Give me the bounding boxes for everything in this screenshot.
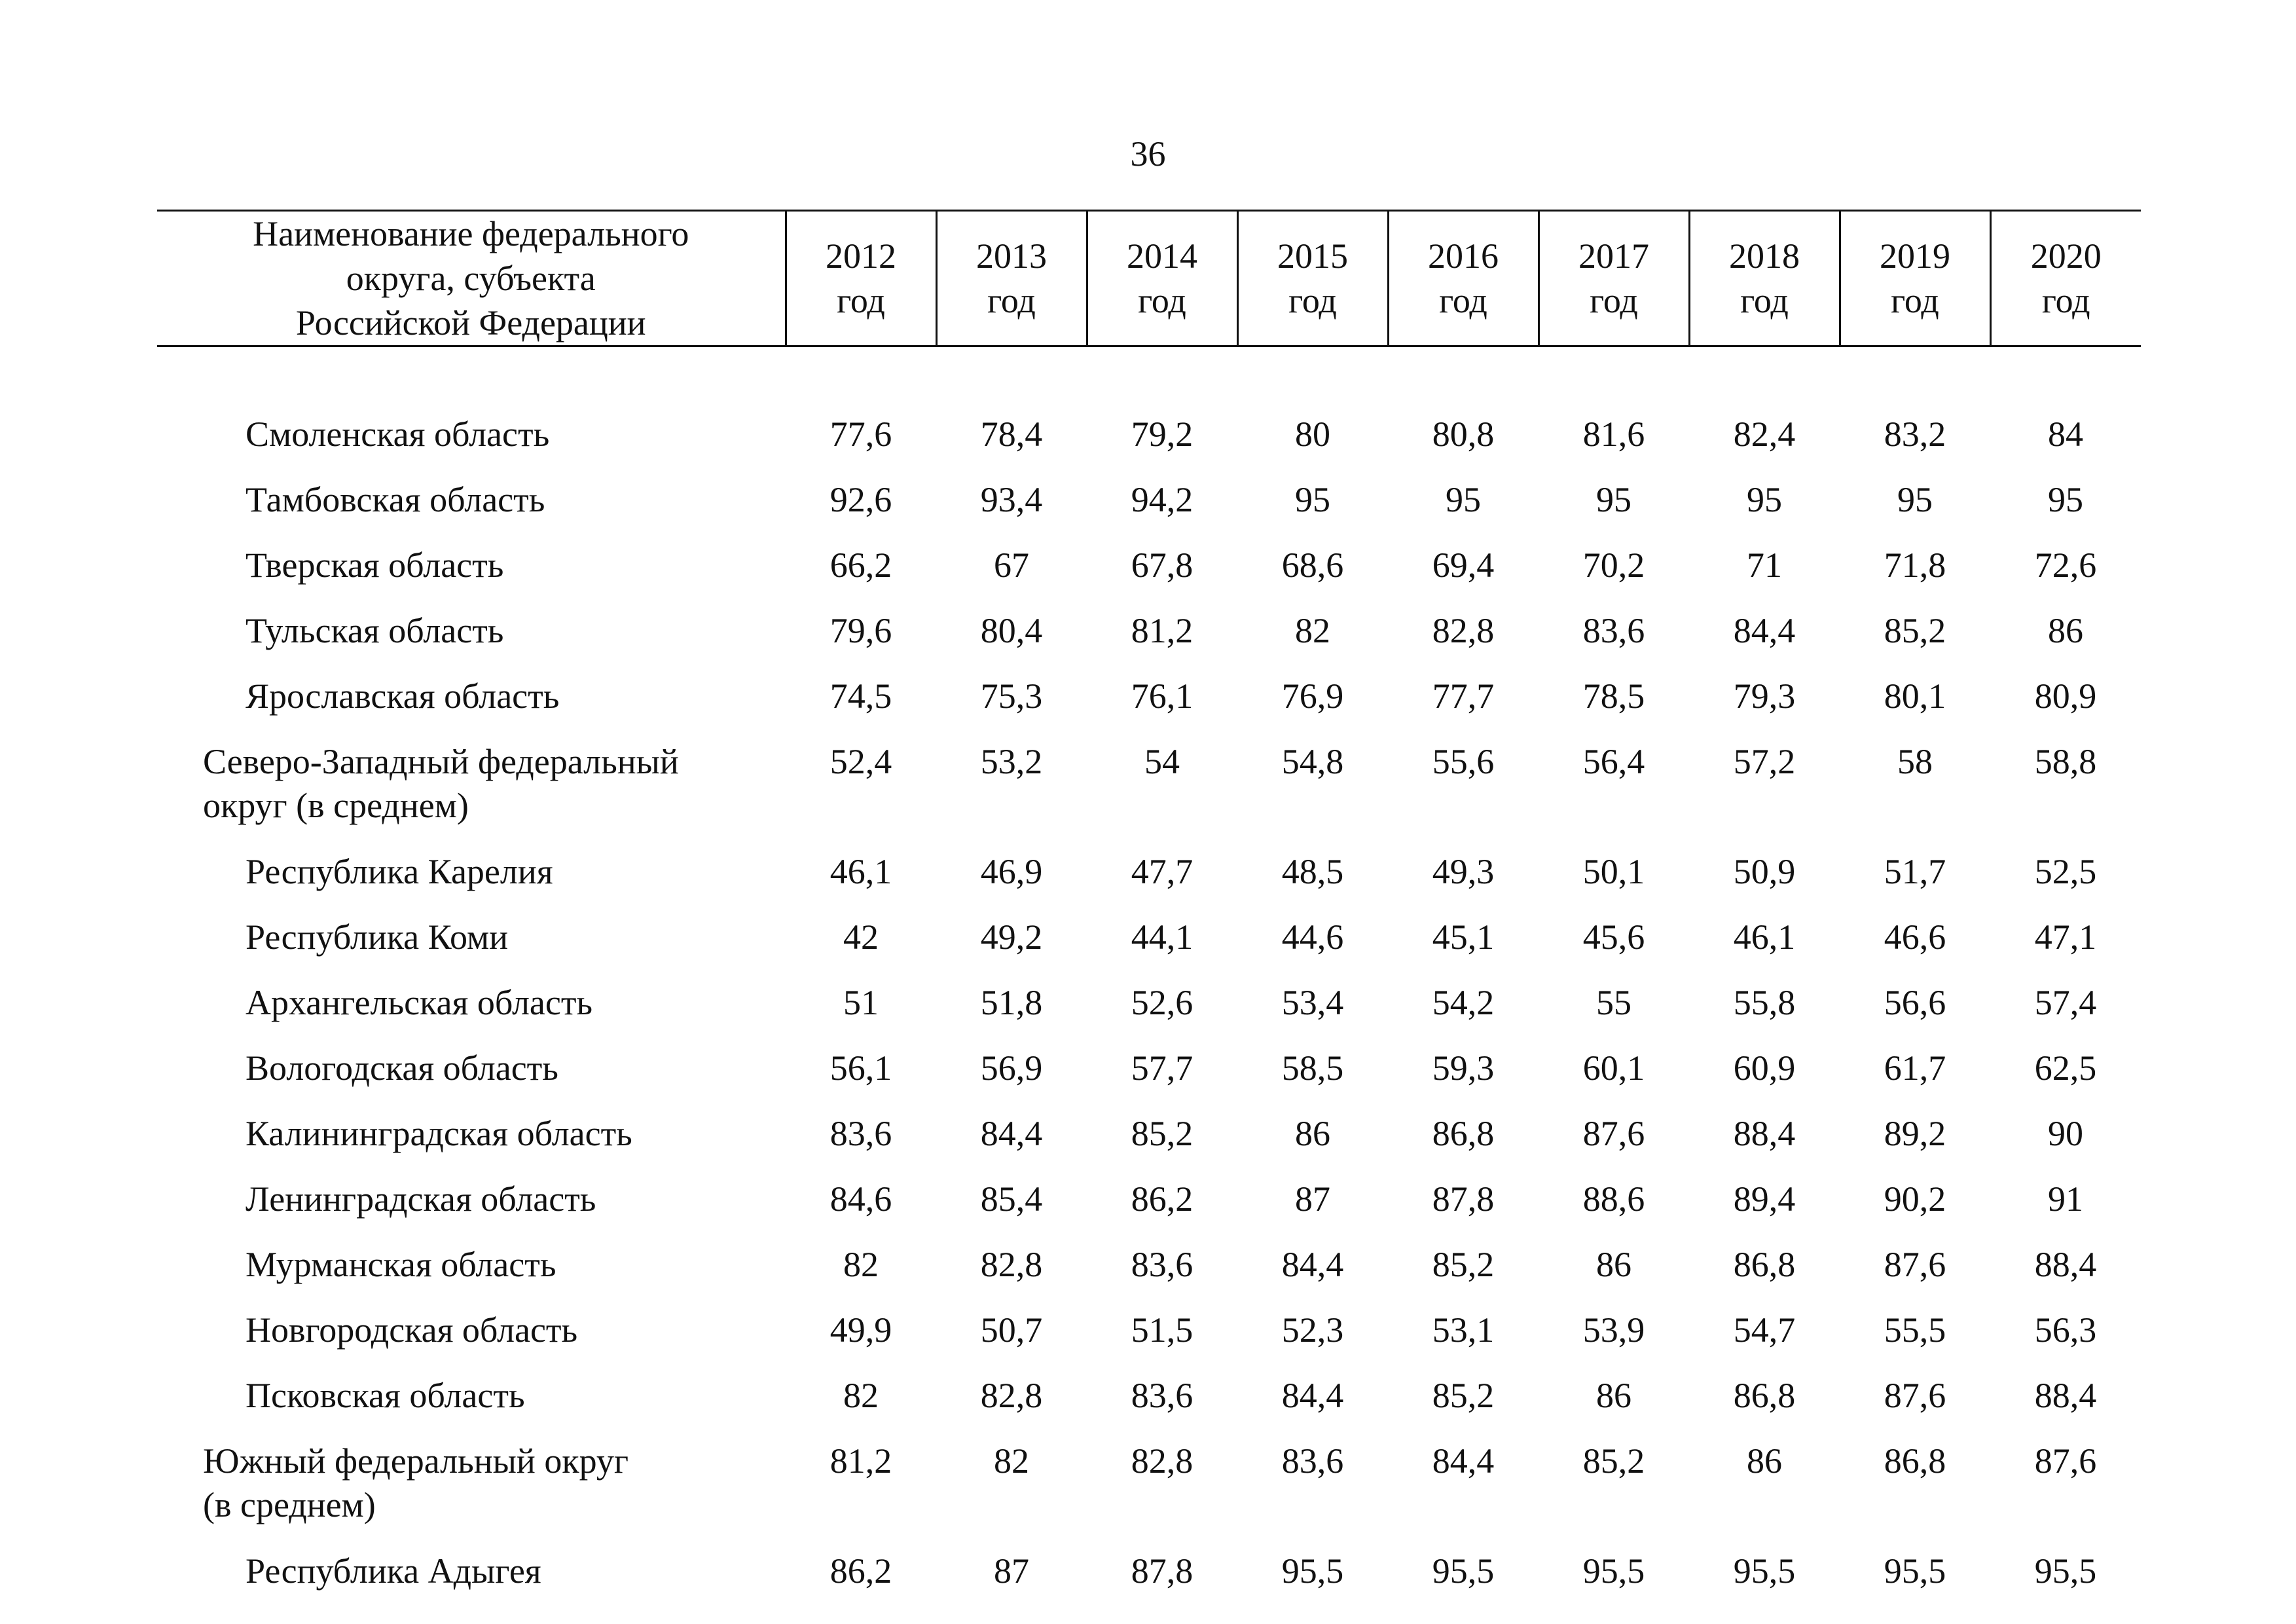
value-cell: 86: [1596, 1245, 1631, 1284]
value-cell: 55,8: [1733, 983, 1796, 1022]
value-cell: 95: [1897, 480, 1933, 519]
value-cell: 86,8: [1733, 1245, 1796, 1284]
value-cell: 89,2: [1884, 1114, 1946, 1153]
value-cell: 86: [1596, 1376, 1631, 1415]
table-row: [157, 845, 2141, 910]
header-year-cell: [786, 211, 936, 346]
row-name: (в среднем): [203, 1485, 376, 1524]
value-cell: 85,2: [1884, 611, 1946, 650]
value-cell: 49,3: [1432, 852, 1495, 891]
table-row: [157, 538, 2141, 604]
value-cell: 46,1: [1733, 917, 1796, 957]
row-name-cell: [157, 604, 786, 669]
value-cell: 75,3: [980, 676, 1043, 716]
value-cell: 83,6: [1281, 1441, 1344, 1481]
value-cell: 85,2: [1131, 1114, 1194, 1153]
value-cell: 46,6: [1884, 917, 1946, 957]
row-name: Архангельская область: [246, 983, 593, 1022]
value-cell: 50,7: [980, 1310, 1043, 1350]
value-cell: 52,6: [1131, 983, 1194, 1022]
row-name-cell: [157, 669, 786, 735]
row-name: Южный федеральный округ: [203, 1441, 629, 1481]
value-cell: 45,6: [1582, 917, 1645, 957]
value-cell: 93,4: [980, 480, 1043, 519]
value-cell: 82: [1295, 611, 1330, 650]
value-cell: 58,8: [2034, 742, 2097, 781]
value-cell: 81,2: [829, 1441, 892, 1481]
value-cell: 86,8: [1733, 1376, 1796, 1415]
value-cell: 68,6: [1281, 545, 1344, 585]
value-cell: 66,2: [829, 545, 892, 585]
value-cell: 56,6: [1884, 983, 1946, 1022]
value-cell: 91: [2048, 1179, 2083, 1219]
value-cell: 52,3: [1281, 1310, 1344, 1350]
header-year: 2015: [1277, 236, 1348, 276]
value-cell: 51,8: [980, 983, 1043, 1022]
value-cell: 84: [2048, 415, 2083, 454]
value-cell: 50,9: [1733, 852, 1796, 891]
row-name: Ленинградская область: [246, 1179, 596, 1219]
value-cell: 77,7: [1432, 676, 1495, 716]
value-cell: 54,2: [1432, 983, 1495, 1022]
value-cell: 47,1: [2034, 917, 2097, 957]
value-cell: 84,4: [1281, 1376, 1344, 1415]
value-cell: 95,5: [1281, 1551, 1344, 1591]
header-year-unit: год: [1891, 281, 1939, 320]
table-row: [157, 604, 2141, 669]
value-cell: 86: [2048, 611, 2083, 650]
table-row: [157, 1107, 2141, 1172]
value-cell: 95: [1747, 480, 1782, 519]
header-year: 2016: [1428, 236, 1499, 276]
row-name-cell: [157, 976, 786, 1041]
value-cell: 94,2: [1131, 480, 1194, 519]
header-year: 2020: [2030, 236, 2102, 276]
value-cell: 77,6: [829, 415, 892, 454]
value-cell: 60,1: [1582, 1048, 1645, 1088]
row-name: Мурманская область: [246, 1245, 556, 1284]
header-year-unit: год: [1740, 281, 1789, 320]
value-cell: 84,4: [1733, 611, 1796, 650]
header-name-line: округа, субъекта: [346, 259, 596, 298]
value-cell: 90,2: [1884, 1179, 1946, 1219]
value-cell: 84,6: [829, 1179, 892, 1219]
row-name: Северо-Западный федеральный: [203, 742, 679, 781]
row-name: Псковская область: [246, 1376, 525, 1415]
value-cell: 70,2: [1582, 545, 1645, 585]
value-cell: 88,4: [1733, 1114, 1796, 1153]
row-name: Тверская область: [246, 545, 504, 585]
value-cell: 82,8: [1432, 611, 1495, 650]
value-cell: 90: [2048, 1114, 2083, 1153]
district-row: [157, 735, 2141, 845]
table-row: [157, 976, 2141, 1041]
row-name: Ярославская область: [246, 676, 560, 716]
value-cell: 55,6: [1432, 742, 1495, 781]
header-row: [157, 211, 2141, 346]
value-cell: 51,7: [1884, 852, 1946, 891]
table-header: [157, 211, 2141, 346]
value-cell: 52,4: [829, 742, 892, 781]
header-year-unit: год: [987, 281, 1036, 320]
value-cell: 87,6: [1884, 1376, 1946, 1415]
value-cell: 53,2: [980, 742, 1043, 781]
value-cell: 95: [1596, 480, 1631, 519]
value-cell: 54: [1144, 742, 1180, 781]
value-cell: 82: [994, 1441, 1029, 1481]
header-year-cell: [1990, 211, 2141, 346]
value-cell: 54,7: [1733, 1310, 1796, 1350]
row-name-cell: [157, 1303, 786, 1369]
header-year-unit: год: [2041, 281, 2090, 320]
value-cell: 76,9: [1281, 676, 1344, 716]
row-name-cell: [157, 538, 786, 604]
value-cell: 95,5: [1582, 1551, 1645, 1591]
value-cell: 80,4: [980, 611, 1043, 650]
value-cell: 52,5: [2034, 852, 2097, 891]
value-cell: 81,2: [1131, 611, 1194, 650]
header-year-cell: [1539, 211, 1689, 346]
value-cell: 46,1: [829, 852, 892, 891]
value-cell: 51: [843, 983, 879, 1022]
value-cell: 59,3: [1432, 1048, 1495, 1088]
header-year-cell: [1840, 211, 1990, 346]
value-cell: 87,6: [2034, 1441, 2097, 1481]
row-name: Тульская область: [246, 611, 504, 650]
value-cell: 84,4: [980, 1114, 1043, 1153]
value-cell: 46,9: [980, 852, 1043, 891]
value-cell: 83,2: [1884, 415, 1946, 454]
value-cell: 67,8: [1131, 545, 1194, 585]
value-cell: 55: [1596, 983, 1631, 1022]
value-cell: 95,5: [2034, 1551, 2097, 1591]
row-name-cell: [157, 473, 786, 538]
table-row: [157, 910, 2141, 976]
header-year-cell: [1388, 211, 1539, 346]
value-cell: 88,6: [1582, 1179, 1645, 1219]
value-cell: 95: [2048, 480, 2083, 519]
value-cell: 44,6: [1281, 917, 1344, 957]
header-year: 2018: [1729, 236, 1800, 276]
value-cell: 95: [1446, 480, 1481, 519]
value-cell: 86,2: [1131, 1179, 1194, 1219]
value-cell: 56,3: [2034, 1310, 2097, 1350]
value-cell: 87,6: [1884, 1245, 1946, 1284]
value-cell: 53,4: [1281, 983, 1344, 1022]
data-table: [157, 210, 2141, 1610]
value-cell: 88,4: [2034, 1245, 2097, 1284]
value-cell: 45,1: [1432, 917, 1495, 957]
table-row: [157, 407, 2141, 473]
table-row: [157, 1369, 2141, 1434]
value-cell: 86,8: [1432, 1114, 1495, 1153]
row-name-cell: [157, 1544, 786, 1610]
value-cell: 80,8: [1432, 415, 1495, 454]
value-cell: 84,4: [1281, 1245, 1344, 1284]
table-row: [157, 1041, 2141, 1107]
value-cell: 48,5: [1281, 852, 1344, 891]
value-cell: 82,8: [1131, 1441, 1194, 1481]
value-cell: 69,4: [1432, 545, 1495, 585]
value-cell: 49,9: [829, 1310, 892, 1350]
row-name-cell: [157, 1369, 786, 1434]
value-cell: 80: [1295, 415, 1330, 454]
value-cell: 82,4: [1733, 415, 1796, 454]
table-row: [157, 1172, 2141, 1238]
value-cell: 83,6: [1131, 1376, 1194, 1415]
value-cell: 62,5: [2034, 1048, 2097, 1088]
header-year-cell: [936, 211, 1087, 346]
value-cell: 82,8: [980, 1376, 1043, 1415]
header-year-unit: год: [1288, 281, 1337, 320]
row-name-cell: [157, 845, 786, 910]
spacer-row: [157, 346, 2141, 408]
page-number: 36: [1130, 134, 1166, 174]
value-cell: 51,5: [1131, 1310, 1194, 1350]
row-name: Тамбовская область: [246, 480, 545, 519]
value-cell: 71,8: [1884, 545, 1946, 585]
header-year: 2019: [1880, 236, 1950, 276]
value-cell: 78,5: [1582, 676, 1645, 716]
value-cell: 49,2: [980, 917, 1043, 957]
value-cell: 88,4: [2034, 1376, 2097, 1415]
value-cell: 87,6: [1582, 1114, 1645, 1153]
value-cell: 95,5: [1733, 1551, 1796, 1591]
value-cell: 80,9: [2034, 676, 2097, 716]
value-cell: 86,2: [829, 1551, 892, 1591]
row-name: Республика Коми: [246, 917, 509, 957]
value-cell: 54,8: [1281, 742, 1344, 781]
value-cell: 83,6: [1582, 611, 1645, 650]
value-cell: 84,4: [1432, 1441, 1495, 1481]
row-name: Новгородская область: [246, 1310, 578, 1350]
value-cell: 82,8: [980, 1245, 1043, 1284]
header-name-line: Наименование федерального: [253, 214, 689, 253]
header-year-unit: год: [1439, 281, 1487, 320]
value-cell: 87: [994, 1551, 1029, 1591]
row-name: Республика Карелия: [246, 852, 553, 891]
value-cell: 60,9: [1733, 1048, 1796, 1088]
header-year-unit: год: [837, 281, 885, 320]
header-year: 2017: [1578, 236, 1649, 276]
value-cell: 53,9: [1582, 1310, 1645, 1350]
value-cell: 47,7: [1131, 852, 1194, 891]
row-name: округ (в среднем): [203, 786, 469, 825]
row-name: Республика Адыгея: [246, 1551, 541, 1591]
value-cell: 42: [843, 917, 879, 957]
value-cell: 56,9: [980, 1048, 1043, 1088]
value-cell: 53,1: [1432, 1310, 1495, 1350]
header-year: 2013: [976, 236, 1047, 276]
value-cell: 81,6: [1582, 415, 1645, 454]
value-cell: 87: [1295, 1179, 1330, 1219]
header-year-cell: [1087, 211, 1237, 346]
value-cell: 55,5: [1884, 1310, 1946, 1350]
header-name-line: Российской Федерации: [295, 303, 646, 342]
district-row: [157, 1434, 2141, 1544]
value-cell: 85,2: [1432, 1376, 1495, 1415]
row-name-cell: [157, 1238, 786, 1303]
value-cell: 89,4: [1733, 1179, 1796, 1219]
table-body: [157, 346, 2141, 1610]
value-cell: 80,1: [1884, 676, 1946, 716]
value-cell: 83,6: [1131, 1245, 1194, 1284]
value-cell: 44,1: [1131, 917, 1194, 957]
row-name-cell: [157, 407, 786, 473]
value-cell: 86,8: [1884, 1441, 1946, 1481]
value-cell: 58,5: [1281, 1048, 1344, 1088]
value-cell: 95: [1295, 480, 1330, 519]
value-cell: 56,4: [1582, 742, 1645, 781]
value-cell: 61,7: [1884, 1048, 1946, 1088]
header-year-cell: [1689, 211, 1840, 346]
header-year-unit: год: [1138, 281, 1186, 320]
row-name-cell: [157, 1434, 786, 1544]
value-cell: 58: [1897, 742, 1933, 781]
value-cell: 78,4: [980, 415, 1043, 454]
row-name-cell: [157, 735, 786, 845]
value-cell: 85,4: [980, 1179, 1043, 1219]
table-row: [157, 1303, 2141, 1369]
row-name: Смоленская область: [246, 415, 550, 454]
value-cell: 87,8: [1432, 1179, 1495, 1219]
header-year: 2014: [1127, 236, 1197, 276]
value-cell: 87,8: [1131, 1551, 1194, 1591]
value-cell: 79,3: [1733, 676, 1796, 716]
row-name-cell: [157, 910, 786, 976]
value-cell: 67: [994, 545, 1029, 585]
row-name: Вологодская область: [246, 1048, 558, 1088]
value-cell: 83,6: [829, 1114, 892, 1153]
value-cell: 56,1: [829, 1048, 892, 1088]
header-year-cell: [1237, 211, 1388, 346]
value-cell: 79,6: [829, 611, 892, 650]
value-cell: 57,2: [1733, 742, 1796, 781]
value-cell: 85,2: [1582, 1441, 1645, 1481]
table-row: [157, 1238, 2141, 1303]
value-cell: 85,2: [1432, 1245, 1495, 1284]
value-cell: 76,1: [1131, 676, 1194, 716]
value-cell: 95,5: [1884, 1551, 1946, 1591]
value-cell: 82: [843, 1376, 879, 1415]
value-cell: 74,5: [829, 676, 892, 716]
value-cell: 71: [1747, 545, 1782, 585]
header-year: 2012: [826, 236, 896, 276]
row-name-cell: [157, 1041, 786, 1107]
value-cell: 86: [1747, 1441, 1782, 1481]
value-cell: 79,2: [1131, 415, 1194, 454]
table-row: [157, 473, 2141, 538]
row-name: Калининградская область: [246, 1114, 632, 1153]
value-cell: 72,6: [2034, 545, 2097, 585]
value-cell: 92,6: [829, 480, 892, 519]
value-cell: 86: [1295, 1114, 1330, 1153]
header-name-cell: [157, 211, 786, 346]
header-year-unit: год: [1590, 281, 1638, 320]
value-cell: 57,4: [2034, 983, 2097, 1022]
value-cell: 95,5: [1432, 1551, 1495, 1591]
table-row: [157, 669, 2141, 735]
value-cell: 57,7: [1131, 1048, 1194, 1088]
row-name-cell: [157, 1107, 786, 1172]
table-row: [157, 1544, 2141, 1610]
value-cell: 82: [843, 1245, 879, 1284]
value-cell: 50,1: [1582, 852, 1645, 891]
row-name-cell: [157, 1172, 786, 1238]
